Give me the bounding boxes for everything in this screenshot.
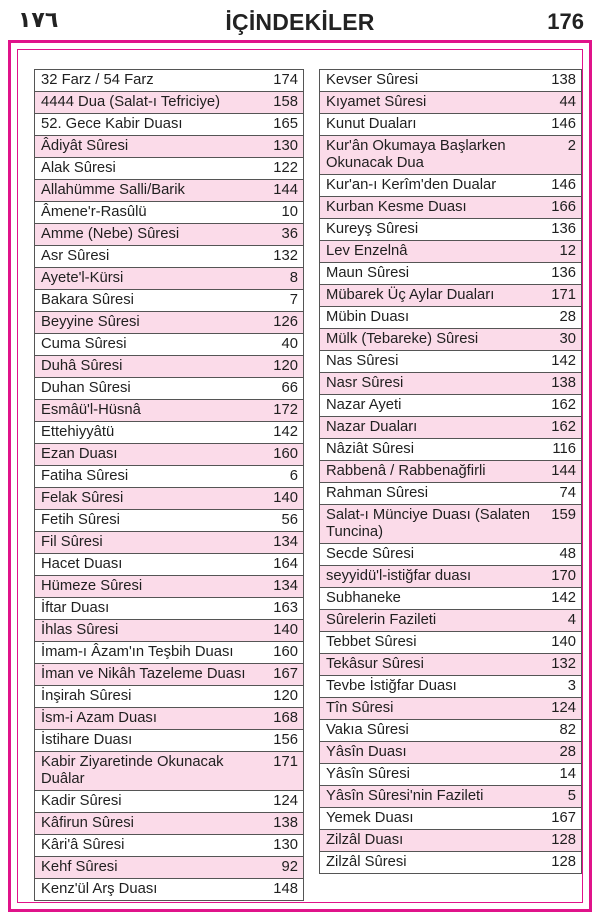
- toc-entry[interactable]: [320, 852, 581, 873]
- toc-entry[interactable]: [320, 351, 581, 373]
- toc-entry[interactable]: [320, 461, 581, 483]
- toc-entry-page: 168: [273, 710, 298, 726]
- toc-entry[interactable]: [320, 219, 581, 241]
- toc-entry-page: 28: [559, 309, 576, 325]
- toc-entry[interactable]: [320, 654, 581, 676]
- toc-entry-title: Sûrelerin Fazileti: [326, 612, 437, 628]
- toc-entry-page: 92: [281, 859, 298, 875]
- toc-left-column: [34, 69, 304, 901]
- toc-entry[interactable]: [35, 290, 303, 312]
- toc-entry-page: 172: [273, 402, 298, 418]
- toc-entry[interactable]: [320, 720, 581, 742]
- toc-entry-page: 165: [273, 116, 298, 132]
- toc-entry[interactable]: [35, 510, 303, 532]
- toc-entry-page: 166: [551, 199, 576, 215]
- toc-entry-title: İftar Duası: [41, 600, 110, 616]
- toc-entry-title: Fatiha Sûresi: [41, 468, 129, 484]
- toc-entry-title: Kureyş Sûresi: [326, 221, 419, 237]
- toc-entry[interactable]: [35, 664, 303, 686]
- toc-entry[interactable]: [35, 246, 303, 268]
- toc-entry[interactable]: [320, 764, 581, 786]
- toc-entry-page: 40: [281, 336, 298, 352]
- toc-entry-page: 2: [567, 138, 576, 154]
- page-number: 176: [547, 9, 584, 34]
- toc-entry[interactable]: [320, 329, 581, 351]
- toc-entry[interactable]: [35, 158, 303, 180]
- toc-entry-title: Secde Sûresi: [326, 546, 415, 562]
- toc-entry-title: Âdiyât Sûresi: [41, 138, 129, 154]
- toc-entry-page: 28: [559, 744, 576, 760]
- toc-entry[interactable]: [320, 307, 581, 329]
- toc-entry-title: Salat-ı Münciye Duası (Salaten Tuncina): [326, 507, 530, 540]
- toc-entry-title: Yâsîn Sûresi'nin Fazileti: [326, 788, 484, 804]
- toc-entry-title: Vakıa Sûresi: [326, 722, 409, 738]
- toc-entry-page: 4: [567, 612, 576, 628]
- toc-entry[interactable]: [35, 879, 303, 900]
- toc-entry-page: 170: [551, 568, 576, 584]
- toc-entry[interactable]: [35, 92, 303, 114]
- toc-entry-title: Âmene'r-Rasûlü: [41, 204, 147, 220]
- toc-entry[interactable]: [320, 70, 581, 92]
- toc-entry[interactable]: [35, 224, 303, 246]
- toc-entry[interactable]: [320, 417, 581, 439]
- toc-entry[interactable]: [35, 356, 303, 378]
- toc-entry[interactable]: [320, 808, 581, 830]
- toc-entry-page: 160: [273, 446, 298, 462]
- toc-entry[interactable]: [35, 686, 303, 708]
- toc-entry[interactable]: [320, 610, 581, 632]
- toc-entry-title: Rabbenâ / Rabbenağfirli: [326, 463, 486, 479]
- toc-entry[interactable]: [35, 268, 303, 290]
- toc-entry-title: Cuma Sûresi: [41, 336, 127, 352]
- toc-entry[interactable]: [320, 544, 581, 566]
- toc-entry-page: 130: [273, 138, 298, 154]
- toc-entry-title: Allahümme Salli/Barik: [41, 182, 185, 198]
- toc-entry-page: 134: [273, 534, 298, 550]
- toc-entry[interactable]: [35, 136, 303, 158]
- toc-entry-page: 124: [273, 793, 298, 809]
- toc-entry-page: 7: [289, 292, 298, 308]
- toc-entry-title: 4444 Dua (Salat-ı Tefriciye): [41, 94, 221, 110]
- toc-entry-page: 146: [551, 177, 576, 193]
- toc-entry-page: 174: [273, 72, 298, 88]
- toc-entry-title: Rahman Sûresi: [326, 485, 428, 501]
- toc-entry-page: 144: [273, 182, 298, 198]
- toc-entry-page: 44: [559, 94, 576, 110]
- toc-entry-title: Tevbe İstiğfar Duası: [326, 678, 457, 694]
- toc-entry-title: Duhan Sûresi: [41, 380, 131, 396]
- toc-entry-page: 130: [273, 837, 298, 853]
- toc-entry-title: Amme (Nebe) Sûresi: [41, 226, 180, 242]
- toc-entry-page: 56: [281, 512, 298, 528]
- toc-entry-title: Subhaneke: [326, 590, 401, 606]
- toc-entry[interactable]: [320, 175, 581, 197]
- toc-entry[interactable]: [320, 285, 581, 307]
- toc-entry-page: 144: [551, 463, 576, 479]
- toc-entry[interactable]: [320, 241, 581, 263]
- toc-entry[interactable]: [35, 857, 303, 879]
- toc-entry-title: Nas Sûresi: [326, 353, 399, 369]
- toc-entry-page: 14: [559, 766, 576, 782]
- toc-entry-title: Tebbet Sûresi: [326, 634, 417, 650]
- toc-entry-title: Beyyine Sûresi: [41, 314, 140, 330]
- toc-entry[interactable]: [320, 136, 581, 175]
- toc-entry-page: 162: [551, 397, 576, 413]
- toc-entry-title: 52. Gece Kabir Duası: [41, 116, 183, 132]
- toc-entry-page: 159: [551, 507, 576, 523]
- toc-entry[interactable]: [35, 202, 303, 224]
- toc-entry-title: Alak Sûresi: [41, 160, 116, 176]
- toc-entry[interactable]: [35, 554, 303, 576]
- toc-entry-page: 146: [551, 116, 576, 132]
- toc-entry[interactable]: [35, 180, 303, 202]
- toc-entry[interactable]: [320, 676, 581, 698]
- toc-entry[interactable]: [320, 395, 581, 417]
- toc-entry-title: Asr Sûresi: [41, 248, 110, 264]
- toc-entry-title: Zilzâl Sûresi: [326, 854, 407, 870]
- toc-entry[interactable]: [35, 312, 303, 334]
- toc-entry-page: 3: [567, 678, 576, 694]
- toc-entry-page: 128: [551, 832, 576, 848]
- toc-entry-title: Kunut Duaları: [326, 116, 417, 132]
- toc-entry-page: 82: [559, 722, 576, 738]
- toc-entry-page: 158: [273, 94, 298, 110]
- toc-entry[interactable]: [320, 786, 581, 808]
- toc-entry-page: 8: [289, 270, 298, 286]
- toc-entry-page: 120: [273, 358, 298, 374]
- toc-entry[interactable]: [35, 532, 303, 554]
- toc-entry-page: 132: [273, 248, 298, 264]
- toc-entry[interactable]: [35, 576, 303, 598]
- toc-entry-page: 138: [551, 72, 576, 88]
- toc-entry-title: İsm-i Azam Duası: [41, 710, 157, 726]
- toc-entry-page: 122: [273, 160, 298, 176]
- toc-entry[interactable]: [35, 466, 303, 488]
- toc-entry[interactable]: [320, 483, 581, 505]
- toc-entry[interactable]: [320, 197, 581, 219]
- toc-entry-page: 164: [273, 556, 298, 572]
- toc-entry[interactable]: [320, 439, 581, 461]
- toc-entry[interactable]: [320, 588, 581, 610]
- toc-entry[interactable]: [320, 698, 581, 720]
- outer-frame: [8, 40, 592, 912]
- toc-entry-page: 10: [281, 204, 298, 220]
- toc-right-column: [319, 69, 582, 874]
- page-header: [0, 0, 600, 38]
- toc-entry-title: 32 Farz / 54 Farz: [41, 72, 154, 88]
- toc-entry[interactable]: [320, 566, 581, 588]
- toc-entry-title: Felak Sûresi: [41, 490, 124, 506]
- toc-entry-title: İnşirah Sûresi: [41, 688, 132, 704]
- toc-entry-title: Mülk (Tebareke) Sûresi: [326, 331, 479, 347]
- toc-entry-title: Kevser Sûresi: [326, 72, 419, 88]
- toc-entry-page: 140: [551, 634, 576, 650]
- toc-entry[interactable]: [35, 70, 303, 92]
- toc-entry-title: Tekâsur Sûresi: [326, 656, 424, 672]
- toc-entry-title: Kıyamet Sûresi: [326, 94, 427, 110]
- toc-entry-page: 136: [551, 265, 576, 281]
- toc-entry[interactable]: [35, 708, 303, 730]
- toc-entry-page: 126: [273, 314, 298, 330]
- toc-entry-title: Mübin Duası: [326, 309, 410, 325]
- toc-entry[interactable]: [320, 92, 581, 114]
- toc-entry-title: Tîn Sûresi: [326, 700, 394, 716]
- toc-entry-title: İhlas Sûresi: [41, 622, 119, 638]
- toc-entry-page: 171: [551, 287, 576, 303]
- toc-entry[interactable]: [320, 830, 581, 852]
- toc-entry[interactable]: [35, 642, 303, 664]
- toc-entry-page: 142: [551, 353, 576, 369]
- toc-entry[interactable]: [35, 835, 303, 857]
- toc-entry[interactable]: [35, 813, 303, 835]
- toc-entry-page: 138: [551, 375, 576, 391]
- toc-entry[interactable]: [35, 730, 303, 752]
- toc-entry-page: 142: [551, 590, 576, 606]
- toc-entry-page: 132: [551, 656, 576, 672]
- inner-frame: [17, 49, 583, 903]
- toc-entry-page: 156: [273, 732, 298, 748]
- toc-entry-page: 140: [273, 490, 298, 506]
- toc-entry-title: İman ve Nikâh Tazeleme Duası: [41, 666, 246, 682]
- toc-entry-page: 163: [273, 600, 298, 616]
- toc-entry-page: 30: [559, 331, 576, 347]
- toc-entry-page: 74: [559, 485, 576, 501]
- toc-entry-page: 128: [551, 854, 576, 870]
- toc-entry[interactable]: [320, 632, 581, 654]
- toc-entry-page: 12: [559, 243, 576, 259]
- toc-entry-page: 160: [273, 644, 298, 660]
- toc-entry[interactable]: [35, 422, 303, 444]
- toc-entry[interactable]: [320, 505, 581, 544]
- toc-entry-page: 148: [273, 881, 298, 897]
- toc-entry[interactable]: [320, 114, 581, 136]
- toc-entry-title: Maun Sûresi: [326, 265, 410, 281]
- toc-entry-title: Duhâ Sûresi: [41, 358, 123, 374]
- toc-entry[interactable]: [35, 114, 303, 136]
- toc-entry-title: İstihare Duası: [41, 732, 133, 748]
- toc-entry-title: Yemek Duası: [326, 810, 414, 826]
- page-title: İÇİNDEKİLER: [225, 9, 375, 35]
- toc-entry-title: Hacet Duası: [41, 556, 123, 572]
- toc-entry[interactable]: [35, 378, 303, 400]
- toc-entry-page: 136: [551, 221, 576, 237]
- toc-entry-title: Bakara Sûresi: [41, 292, 134, 308]
- toc-entry-title: Kabir Ziyaretinde Okunacak Duâlar: [41, 754, 224, 787]
- toc-entry-page: 124: [551, 700, 576, 716]
- toc-entry-page: 5: [567, 788, 576, 804]
- toc-entry[interactable]: [320, 373, 581, 395]
- toc-entry-title: Kehf Sûresi: [41, 859, 118, 875]
- toc-entry-page: 66: [281, 380, 298, 396]
- toc-entry[interactable]: [320, 263, 581, 285]
- toc-entry-page: 36: [281, 226, 298, 242]
- toc-entry[interactable]: [35, 488, 303, 510]
- toc-entry-page: 6: [289, 468, 298, 484]
- toc-entry-title: Zilzâl Duası: [326, 832, 404, 848]
- toc-entry-title: Kurban Kesme Duası: [326, 199, 467, 215]
- arabic-page-number: ١٧٦: [18, 8, 59, 33]
- toc-entry-title: Kur'ân Okumaya Başlarken Okunacak Dua: [326, 138, 506, 171]
- toc-entry-title: Kadir Sûresi: [41, 793, 122, 809]
- toc-entry[interactable]: [320, 742, 581, 764]
- toc-entry-title: seyyidü'l-istiğfar duası: [326, 568, 472, 584]
- toc-entry-page: 162: [551, 419, 576, 435]
- toc-entry-title: Nazar Duaları: [326, 419, 418, 435]
- toc-entry-title: Esmâü'l-Hüsnâ: [41, 402, 141, 418]
- toc-entry-title: Fetih Sûresi: [41, 512, 120, 528]
- toc-entry-title: Mübarek Üç Aylar Duaları: [326, 287, 495, 303]
- toc-entry-title: Kenz'ül Arş Duası: [41, 881, 158, 897]
- toc-entry-title: Lev Enzelnâ: [326, 243, 408, 259]
- toc-entry[interactable]: [35, 444, 303, 466]
- toc-entry-title: Fil Sûresi: [41, 534, 103, 550]
- toc-entry-page: 171: [273, 754, 298, 770]
- toc-entry-title: İmam-ı Âzam'ın Teşbih Duası: [41, 644, 234, 660]
- toc-entry-title: Kur'an-ı Kerîm'den Dualar: [326, 177, 497, 193]
- toc-entry-page: 140: [273, 622, 298, 638]
- toc-entry-page: 134: [273, 578, 298, 594]
- toc-entry-page: 120: [273, 688, 298, 704]
- toc-entry-title: Yâsîn Sûresi: [326, 766, 410, 782]
- toc-entry[interactable]: [35, 598, 303, 620]
- toc-entry-page: 48: [559, 546, 576, 562]
- toc-entry-title: Hümeze Sûresi: [41, 578, 143, 594]
- toc-entry-page: 167: [273, 666, 298, 682]
- toc-entry[interactable]: [35, 752, 303, 791]
- toc-entry-title: Nasr Sûresi: [326, 375, 404, 391]
- toc-entry-page: 116: [552, 441, 576, 457]
- toc-entry-title: Kâri'â Sûresi: [41, 837, 125, 853]
- toc-entry-page: 167: [551, 810, 576, 826]
- toc-entry-title: Kâfirun Sûresi: [41, 815, 134, 831]
- toc-entry[interactable]: [35, 334, 303, 356]
- toc-entry-page: 142: [273, 424, 298, 440]
- toc-entry-title: Yâsîn Duası: [326, 744, 407, 760]
- toc-entry-title: Ezan Duası: [41, 446, 118, 462]
- toc-entry[interactable]: [35, 620, 303, 642]
- toc-entry-title: Nâziât Sûresi: [326, 441, 414, 457]
- toc-entry-title: Nazar Ayeti: [326, 397, 402, 413]
- toc-entry[interactable]: [35, 791, 303, 813]
- toc-entry-title: Ayete'l-Kürsi: [41, 270, 124, 286]
- toc-entry[interactable]: [35, 400, 303, 422]
- toc-entry-title: Ettehiyyâtü: [41, 424, 115, 440]
- toc-entry-page: 138: [273, 815, 298, 831]
